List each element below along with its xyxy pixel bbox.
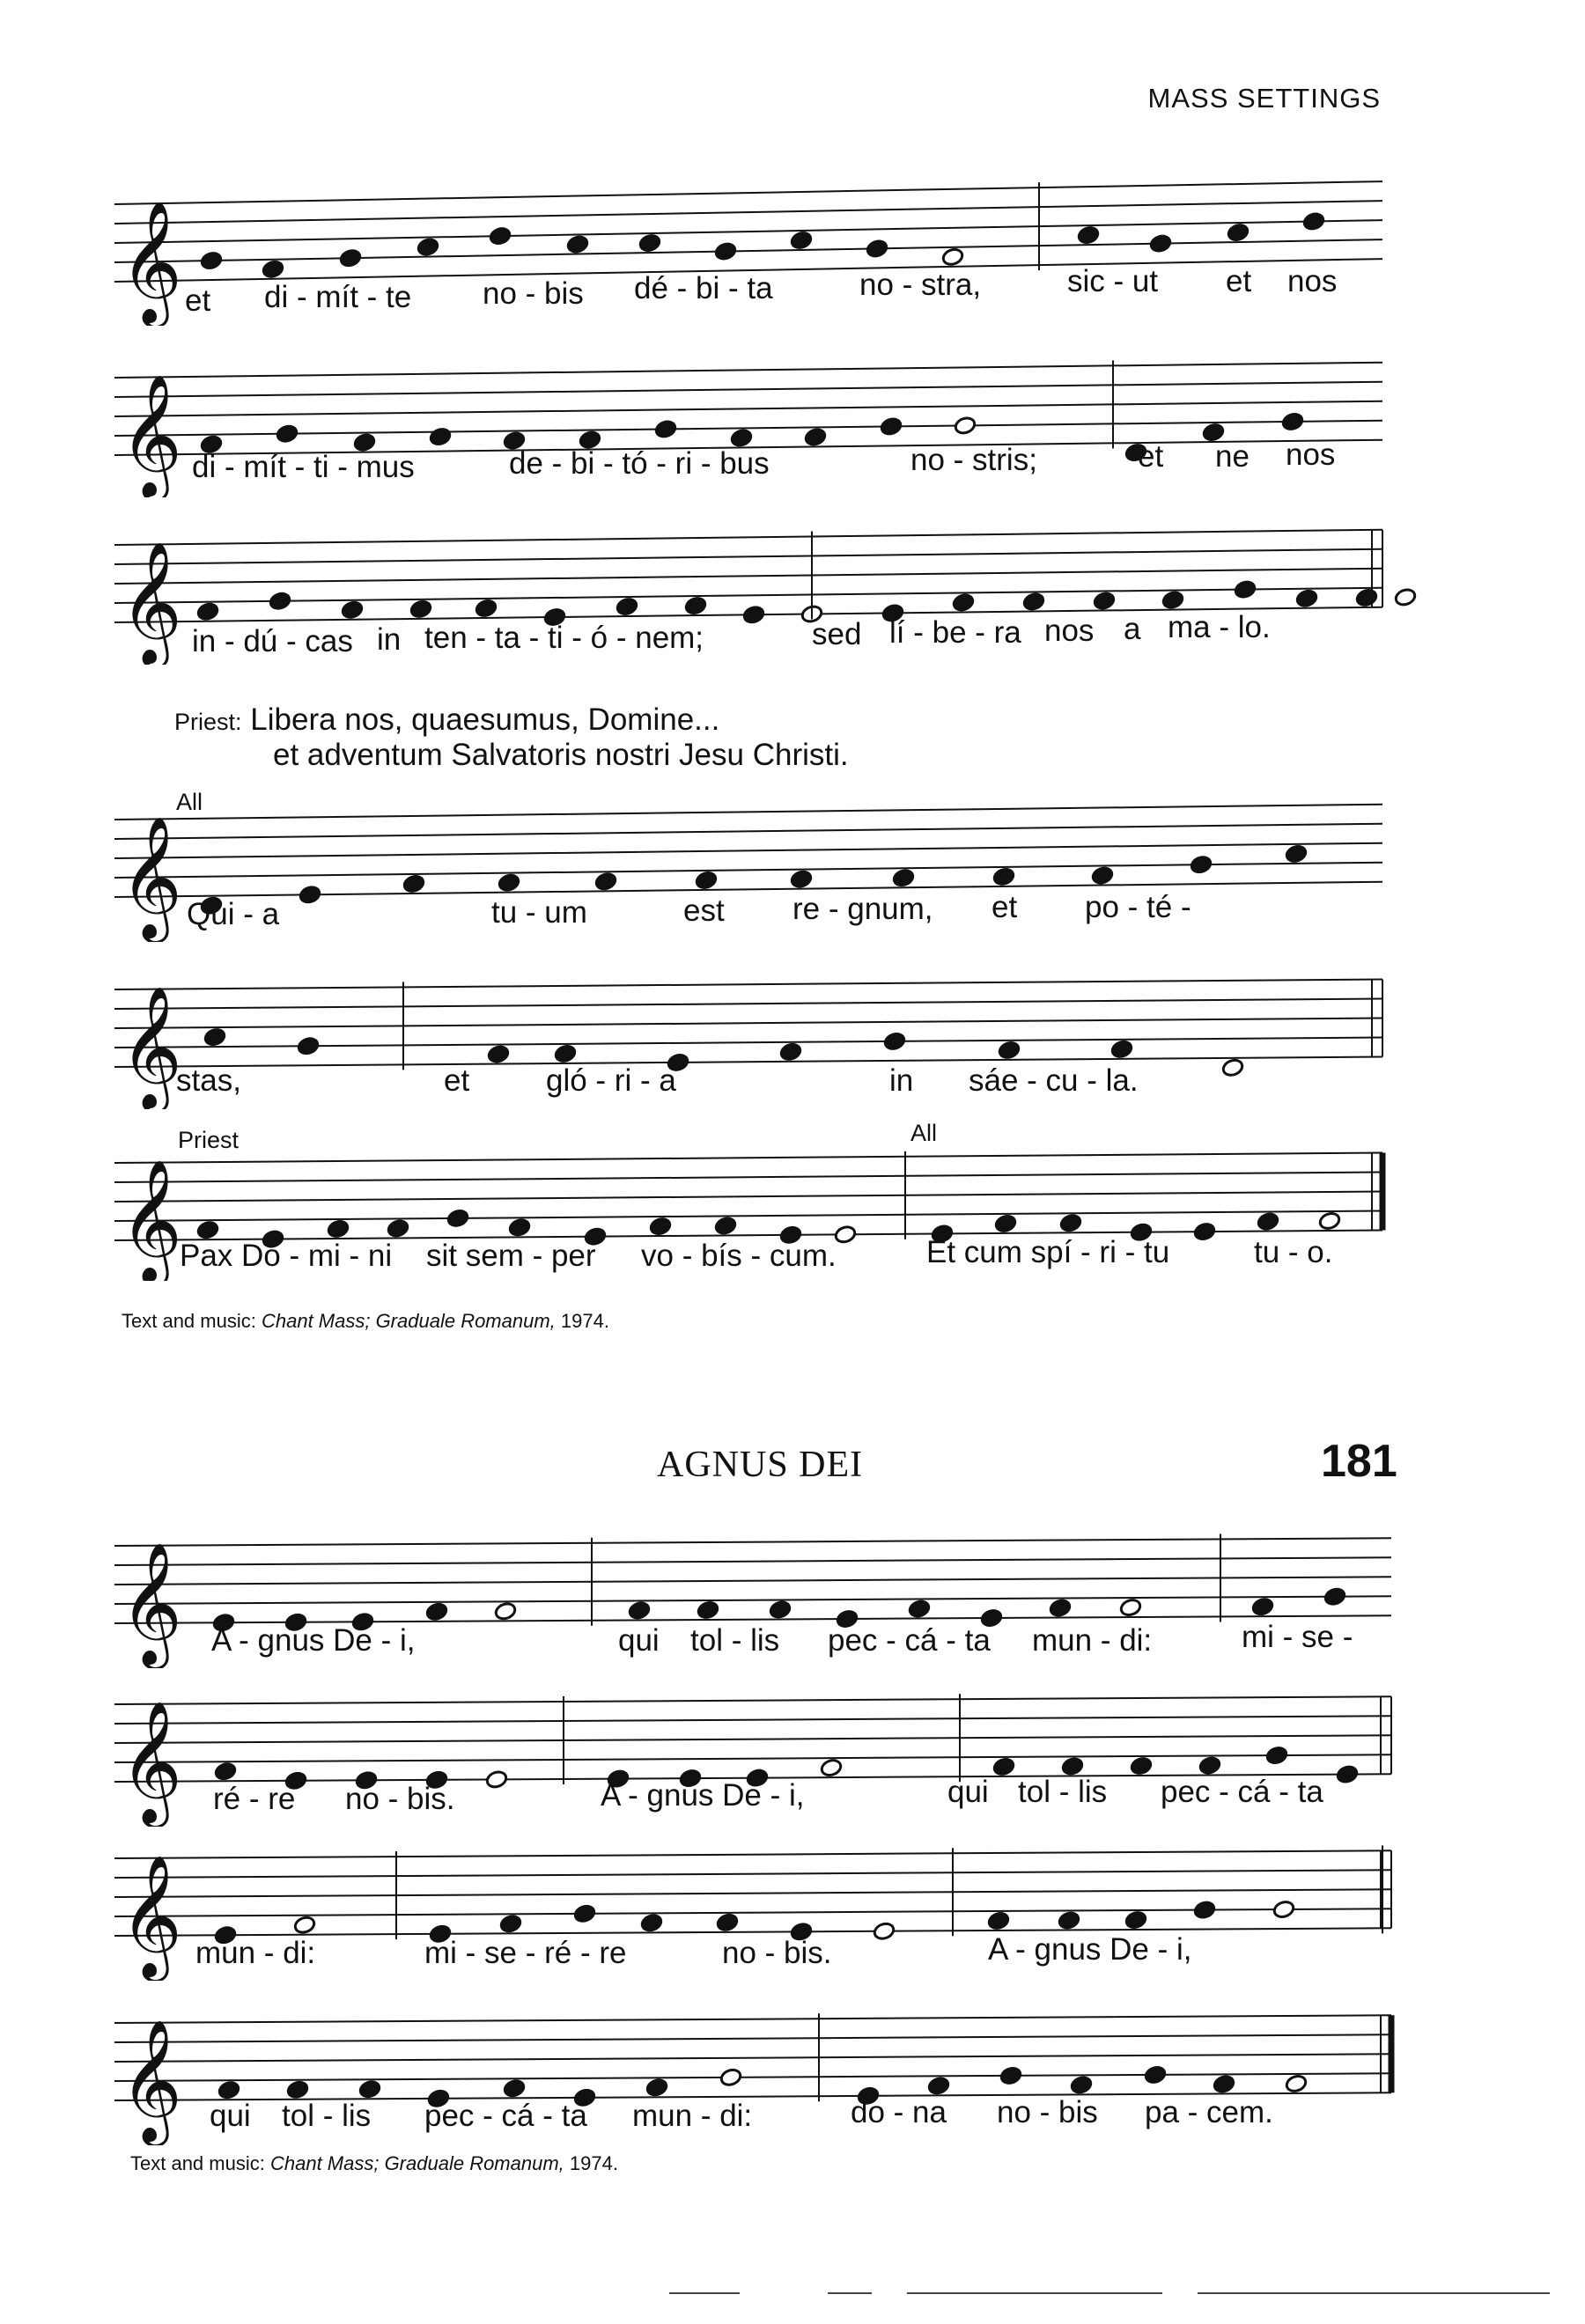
note-head xyxy=(409,599,432,620)
credit-1 xyxy=(122,1310,609,1333)
lyric: et xyxy=(1226,264,1252,298)
lyric: no - bis xyxy=(997,2095,1098,2129)
lyric: A - gnus De - i, xyxy=(211,1623,416,1658)
note-head xyxy=(1302,211,1325,232)
note-head xyxy=(790,231,813,251)
treble-clef-icon: 𝄞 xyxy=(120,2019,182,2142)
note-head xyxy=(992,1757,1015,1777)
treble-clef-icon: 𝄞 xyxy=(120,1701,182,1823)
note-head xyxy=(286,2079,309,2100)
lyric: et xyxy=(444,1063,470,1098)
lyric: sic - ut xyxy=(1067,264,1159,298)
note-head xyxy=(892,868,915,888)
note-head xyxy=(262,259,284,279)
lyric: A - gnus De - i, xyxy=(601,1778,805,1813)
note-head xyxy=(1077,225,1100,246)
lyric: Qui - a xyxy=(187,897,280,931)
note-head xyxy=(1022,592,1045,612)
note-head xyxy=(487,1044,510,1064)
note-head xyxy=(489,226,512,246)
hymn-number: 181 xyxy=(1321,1436,1397,1487)
hymn-title: AGNUS DEI xyxy=(657,1445,864,1485)
note-head xyxy=(1227,223,1250,243)
note-head xyxy=(716,1913,739,1933)
staff-line xyxy=(114,1716,1391,1724)
note-head xyxy=(1061,1756,1084,1776)
treble-clef-icon: 𝄞 xyxy=(120,1542,182,1665)
note-head xyxy=(883,1032,906,1052)
staff-line xyxy=(114,588,1382,603)
note-head xyxy=(1130,1756,1153,1776)
lyric: po - té - xyxy=(1085,890,1191,924)
staff-line xyxy=(114,1152,1382,1163)
note-head xyxy=(1161,590,1184,610)
staff-line xyxy=(114,843,1382,858)
priest-line-1: Libera nos, quaesumus, Domine... xyxy=(250,702,720,737)
treble-clef-icon: 𝄞 xyxy=(120,1159,182,1281)
staff-line xyxy=(114,569,1382,584)
note-head xyxy=(649,1217,672,1237)
note-head xyxy=(1093,591,1116,611)
note-head xyxy=(217,2080,240,2100)
lyric: no - stris; xyxy=(910,443,1037,477)
note-head xyxy=(508,1217,531,1238)
staff-system-2 xyxy=(0,348,1585,497)
credit-year: 1974. xyxy=(560,1310,609,1332)
lyric: tol - lis xyxy=(690,1623,780,1658)
staff-line xyxy=(114,1172,1382,1182)
note-head xyxy=(276,423,299,444)
priest-label: Priest: xyxy=(174,709,242,735)
lyric: de - bi - tó - ri - bus xyxy=(509,446,770,481)
credit-source: Chant Mass; Graduale Romanum, xyxy=(261,1310,556,1332)
note-head xyxy=(638,233,661,254)
note-head xyxy=(402,874,425,894)
note-head xyxy=(1394,587,1417,607)
treble-clef-icon: 𝄞 xyxy=(120,986,182,1108)
note-head xyxy=(503,2078,526,2099)
staff-system-9 xyxy=(0,1827,1585,1981)
lyric: do - na xyxy=(851,2095,947,2129)
lyric: nos xyxy=(1044,614,1095,648)
note-head xyxy=(1124,1910,1147,1931)
staff-system-4 xyxy=(0,788,1585,942)
staff-line xyxy=(114,549,1382,564)
note-head xyxy=(1091,865,1114,886)
note-head xyxy=(594,872,617,892)
note-head xyxy=(1285,2074,1308,2094)
staff-line xyxy=(114,1850,1391,1858)
note-head xyxy=(1059,1213,1082,1233)
note-head xyxy=(640,1913,663,1933)
note-head xyxy=(499,1914,522,1934)
staff-line xyxy=(114,382,1382,397)
note-head xyxy=(779,1042,802,1063)
note-head xyxy=(339,248,362,268)
lyric: tu - o. xyxy=(1254,1235,1333,1269)
note-head xyxy=(769,1600,792,1620)
note-head xyxy=(1234,579,1257,599)
note-head xyxy=(941,247,964,268)
lyric: no - stra, xyxy=(859,268,982,302)
treble-clef-icon: 𝄞 xyxy=(120,541,182,664)
note-head xyxy=(196,1220,219,1240)
note-head xyxy=(790,869,813,889)
note-head xyxy=(908,1599,931,1619)
lyric: pa - cem. xyxy=(1145,2095,1273,2129)
credit-source: Chant Mass; Graduale Romanum, xyxy=(269,2152,564,2174)
staff-line xyxy=(114,220,1382,243)
lyric: mi - se - ré - re xyxy=(424,1936,627,1970)
lyric: no - bis. xyxy=(722,1936,832,1970)
priest-line-2: et adventum Salvatoris nostri Jesu Christi. xyxy=(273,738,849,772)
staff-line xyxy=(114,1056,1382,1067)
note-head xyxy=(804,427,827,447)
lyric: pec - cá - ta xyxy=(1161,1775,1323,1809)
credit-2 xyxy=(130,2152,618,2175)
footer-rule xyxy=(669,2291,1550,2296)
note-head xyxy=(554,1044,577,1064)
all-label: All xyxy=(176,789,203,815)
note-head xyxy=(475,599,498,619)
staff-line xyxy=(114,2054,1391,2062)
staff-line xyxy=(114,1191,1382,1202)
note-head xyxy=(446,1209,469,1229)
lyric: nos xyxy=(1287,264,1338,298)
note-head xyxy=(834,1225,857,1245)
note-head xyxy=(992,867,1015,887)
staff-line xyxy=(114,401,1382,416)
note-head xyxy=(358,2079,381,2100)
lyric: ré - re xyxy=(213,1782,296,1816)
note-head xyxy=(200,251,223,271)
all-staff-label: All xyxy=(910,1120,938,1146)
lyric: et xyxy=(185,283,211,318)
staff-line xyxy=(114,1889,1391,1897)
staff-line xyxy=(114,2015,1391,2023)
staff-line xyxy=(114,805,1382,820)
note-head xyxy=(196,601,219,621)
note-head xyxy=(987,1911,1010,1931)
note-head xyxy=(1281,412,1304,432)
lyric: a xyxy=(1124,612,1141,646)
note-head xyxy=(820,1758,843,1778)
note-head xyxy=(873,1921,896,1941)
note-head xyxy=(341,599,364,620)
note-head xyxy=(327,1219,350,1239)
note-head xyxy=(742,605,765,625)
note-head xyxy=(1070,2075,1093,2095)
note-head xyxy=(695,871,718,891)
lyric: ten - ta - ti - ó - nem; xyxy=(424,621,704,655)
treble-clef-icon: 𝄞 xyxy=(120,1855,182,1977)
staff-line xyxy=(114,1538,1391,1546)
staff-line xyxy=(114,2073,1391,2081)
note-head xyxy=(1323,1586,1346,1607)
lyric: sed xyxy=(812,617,862,651)
treble-clef-icon: 𝄞 xyxy=(120,374,182,496)
lyric: in - dú - cas xyxy=(192,624,353,658)
note-head xyxy=(494,1601,517,1622)
credit-year: 1974. xyxy=(569,2152,618,2174)
note-head xyxy=(203,1027,226,1048)
note-head xyxy=(573,1904,596,1924)
lyric: stas, xyxy=(176,1063,241,1098)
staff-system-5 xyxy=(0,960,1585,1109)
staff-line xyxy=(114,1596,1391,1604)
staff-system-8 xyxy=(0,1673,1585,1827)
staff-system-6 xyxy=(0,1131,1585,1281)
note-head xyxy=(730,428,753,448)
lyric: pec - cá - ta xyxy=(828,1623,991,1658)
staff-line xyxy=(114,1735,1391,1743)
note-head xyxy=(417,237,439,257)
note-head xyxy=(299,885,321,905)
staff-line xyxy=(114,181,1382,204)
note-head xyxy=(1336,1764,1359,1784)
staff-line xyxy=(114,201,1382,224)
note-head xyxy=(1058,1910,1080,1931)
lyric: Pax Dó - mi - ni xyxy=(180,1239,393,1273)
note-head xyxy=(927,2076,950,2096)
note-head xyxy=(297,1036,320,1056)
staff-line xyxy=(114,1754,1391,1762)
note-head xyxy=(616,597,638,617)
note-head xyxy=(1144,2065,1167,2085)
note-head xyxy=(1110,1040,1133,1060)
lyric: qui xyxy=(210,2099,251,2133)
lyric: lí - be - ra xyxy=(889,615,1021,650)
lyric: mun - di: xyxy=(195,1936,316,1970)
lyric: pec - cá - ta xyxy=(424,2099,587,2133)
lyric: dé - bi - ta xyxy=(634,271,773,305)
lyric: mun - di: xyxy=(1032,1623,1153,1658)
note-head xyxy=(1193,1222,1216,1242)
note-head xyxy=(566,234,589,254)
note-head xyxy=(1265,1746,1288,1766)
note-head xyxy=(387,1218,409,1239)
section-header: MASS SETTINGS xyxy=(1147,83,1381,114)
lyric: qui xyxy=(947,1775,989,1809)
lyric: tu - um xyxy=(491,895,587,930)
note-head xyxy=(697,1600,719,1621)
note-head xyxy=(1190,855,1213,875)
note-head xyxy=(1119,1598,1142,1618)
staff-line xyxy=(114,530,1382,545)
staff-system-1 xyxy=(0,176,1585,326)
note-head xyxy=(1295,588,1318,608)
staff-line xyxy=(114,1210,1382,1221)
lyric: mun - di: xyxy=(632,2099,753,2133)
note-head xyxy=(628,1600,651,1621)
lyric: tol - lis xyxy=(282,2099,372,2133)
staff-line xyxy=(114,824,1382,839)
note-head xyxy=(1355,588,1378,608)
staff-system-10 xyxy=(0,1991,1585,2145)
note-head xyxy=(714,241,737,261)
lyric: qui xyxy=(618,1623,660,1658)
treble-clef-icon: 𝄞 xyxy=(120,201,182,323)
note-head xyxy=(1272,1900,1295,1920)
note-head xyxy=(866,239,888,259)
staff-line xyxy=(114,1557,1391,1565)
note-head xyxy=(999,2066,1022,2086)
note-head xyxy=(1221,1058,1244,1078)
note-head xyxy=(1198,1755,1221,1776)
note-head xyxy=(1318,1211,1341,1232)
note-head xyxy=(425,1602,448,1622)
lyric: et xyxy=(992,890,1018,924)
lyric: re - gnum, xyxy=(792,892,933,926)
credit-prefix: Text and music: xyxy=(130,2152,265,2174)
lyric: ma - lo. xyxy=(1168,610,1271,644)
staff-1 xyxy=(0,176,1585,326)
lyric: vo - bís - cum. xyxy=(641,1239,837,1273)
lyric: mi - se - xyxy=(1242,1620,1353,1654)
staff-line xyxy=(114,998,1382,1009)
note-head xyxy=(952,592,975,613)
note-head xyxy=(654,419,677,439)
note-head xyxy=(880,416,903,437)
note-head xyxy=(719,2068,742,2088)
lyric: no - bis xyxy=(483,276,584,311)
note-head xyxy=(429,427,452,447)
lyric: in xyxy=(889,1063,914,1098)
note-head xyxy=(998,1041,1021,1061)
staff-line xyxy=(114,2034,1391,2042)
staff-line xyxy=(114,239,1382,262)
note-head xyxy=(1285,844,1308,864)
lyric: in xyxy=(377,622,402,657)
staff-line xyxy=(114,363,1382,378)
credit-prefix: Text and music: xyxy=(122,1310,256,1332)
staff-line xyxy=(114,1696,1391,1704)
staff-line xyxy=(114,1577,1391,1585)
lyric: Et cum spí - ri - tu xyxy=(926,1235,1170,1269)
note-head xyxy=(684,596,707,616)
note-head xyxy=(645,2078,668,2098)
note-head xyxy=(1251,1597,1274,1617)
note-head xyxy=(485,1769,508,1790)
note-head xyxy=(994,1214,1017,1234)
staff-line xyxy=(114,1018,1382,1028)
lyric: gló - ri - a xyxy=(546,1063,676,1098)
note-head xyxy=(954,416,977,436)
note-head xyxy=(498,872,520,893)
lyric: nos xyxy=(1286,438,1336,472)
staff-line xyxy=(114,979,1382,989)
note-head xyxy=(269,591,291,611)
lyric: di - mít - ti - mus xyxy=(192,450,415,484)
lyric: est xyxy=(683,894,725,928)
lyric: A - gnus De - i, xyxy=(988,1932,1192,1967)
staff-system-3 xyxy=(0,515,1585,665)
priest-staff-label: Priest xyxy=(178,1127,240,1153)
note-head xyxy=(714,1216,737,1236)
treble-clef-icon: 𝄞 xyxy=(120,816,182,938)
lyric: no - bis. xyxy=(345,1782,455,1816)
staff-line xyxy=(114,1870,1391,1878)
note-head xyxy=(1213,2074,1235,2094)
priest-text-1 xyxy=(174,702,719,738)
lyric: sáe - cu - la. xyxy=(969,1063,1139,1098)
staff-system-7 xyxy=(0,1514,1585,1668)
lyric: tol - lis xyxy=(1018,1775,1108,1809)
note-head xyxy=(214,1761,237,1782)
note-head xyxy=(1257,1211,1279,1232)
lyric: ne xyxy=(1215,439,1250,474)
lyric: et xyxy=(1138,439,1164,474)
note-head xyxy=(1193,1900,1216,1920)
lyric: di - mít - te xyxy=(264,280,412,314)
note-head xyxy=(293,1915,316,1935)
lyric: sit sem - per xyxy=(426,1239,596,1273)
note-head xyxy=(1049,1598,1072,1618)
note-head xyxy=(1149,233,1172,254)
